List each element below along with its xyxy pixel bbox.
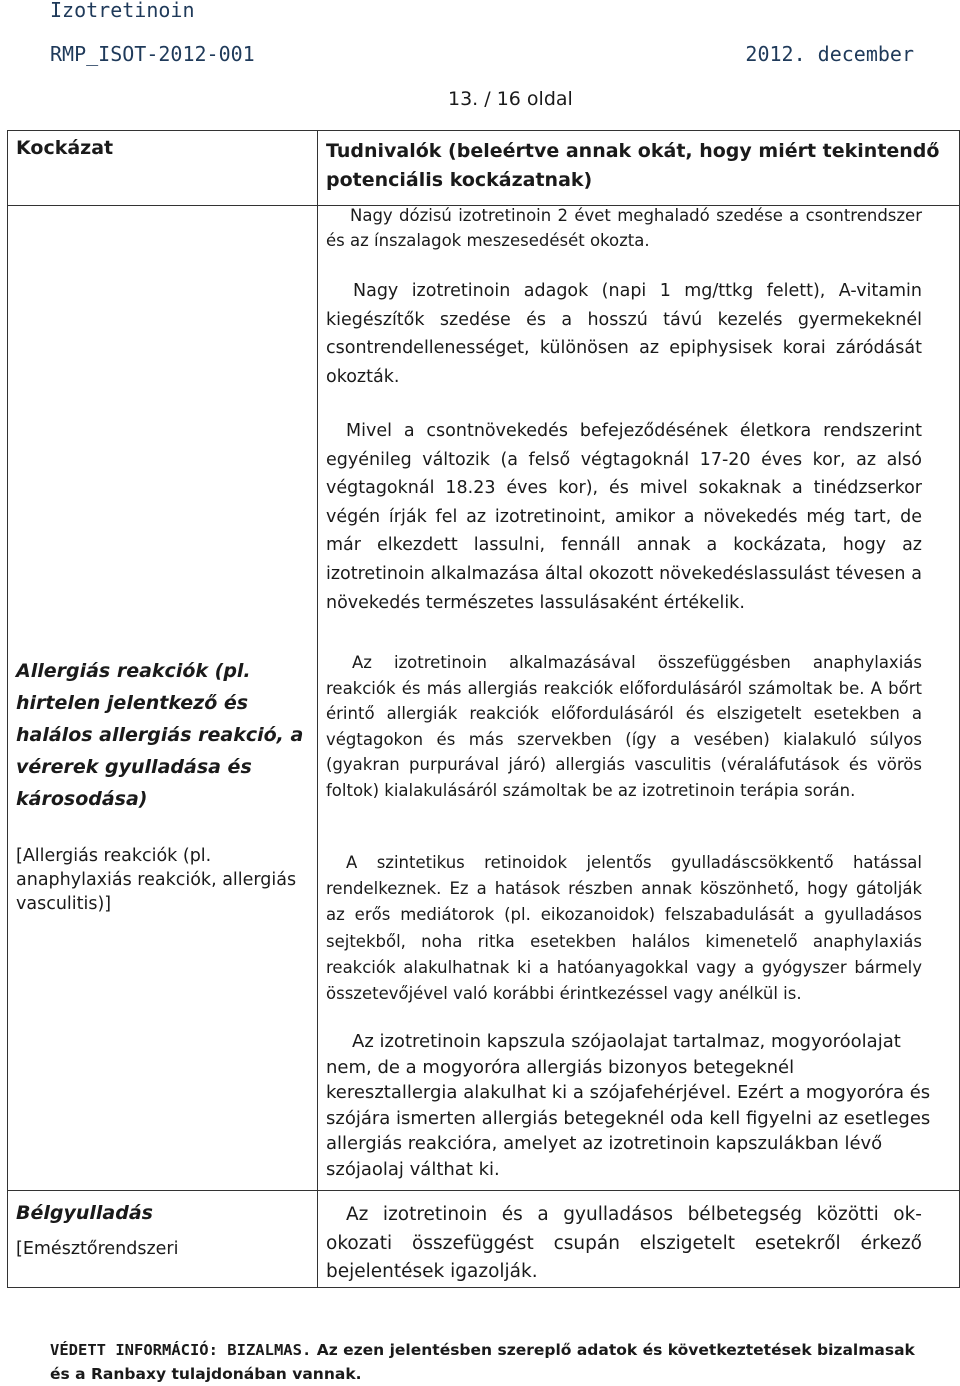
column-header-risk: Kockázat bbox=[16, 137, 114, 159]
growth-paragraph-2: Nagy izotretinoin adagok (napi 1 mg/ttkg felett), A-vitamin kiegészítők szedése és a hosszú távú kezelés gyermekeknél csontrendellenességet, különösen az epiphysisek korai záródását okozták. bbox=[326, 281, 922, 388]
allergy-paragraph-1: Az izotretinoin alkalmazásával összefüggésben anaphylaxiás reakciók és más allergiás reakciók előfordulásáról számoltak be. A bőrt érintő allergiák reakciók előfordulásáról és elszigetelt esetekben a végtagokon és más szervekben (így a vesében) kialakuló súlyos (gyakran purpurával járó) allergiás vasculitis (véraláfutások és vörös foltok) kialakulásáról számoltak be az izotretinoin terápia során. bbox=[326, 653, 922, 800]
header-date: 2012. december bbox=[745, 42, 914, 66]
confidentiality-footer bbox=[50, 1338, 920, 1386]
footer-text: Az ezen jelentésben szereplő adatok és következtetések bizalmasak és a Ranbaxy tulajdonában vannak. bbox=[50, 1341, 915, 1383]
allergy-paragraph-3: Az izotretinoin kapszula szójaolajat tartalmaz, mogyoróolajat nem, de a mogyoróra allergiás bizonyos betegeknél keresztallergia alakulhat ki a szójafehérjével. Ezért a mogyoróra és szójára ismerten allergiás betegeknél oda kell figyelni az esetleges allergiás reakcióra, amelyet az izotretinoin kapszulákban lévő szójaolaj válthat ki. bbox=[326, 1031, 931, 1180]
footer-label: VÉDETT INFORMÁCIÓ: BIZALMAS. bbox=[50, 1341, 312, 1359]
column-divider bbox=[317, 131, 318, 1287]
column-header-details: Tudnivalók (beleértve annak okát, hogy miért tekintendő potenciális kockázatnak) bbox=[326, 140, 940, 191]
ibd-risk-subtitle: [Emésztőrendszeri bbox=[16, 1239, 179, 1259]
allergy-risk-title: Allergiás reakciók (pl. hirtelen jelentkező és halálos allergiás reakció, a vérerek gyulladása és károsodása) bbox=[16, 660, 304, 810]
allergy-paragraph-2: A szintetikus retinoidok jelentős gyulladáscsökkentő hatással rendelkeznek. Ez a hatások részben annak köszönhető, hogy gátolják az erős mediátorok (pl. eikozanoidok) felszabadulását a gyulladásos sejtekből, noha ritka esetekben halálos kimenetelő anaphylaxiás reakciók alakulhatnak ki a hatóanyagokkal vagy a gyógyszer bármely összetevőjével való korábbi érintkezéssel vagy anélkül is. bbox=[326, 853, 922, 1004]
allergy-risk-subtitle: [Allergiás reakciók (pl. anaphylaxiás reakciók, allergiás vasculitis)] bbox=[16, 846, 297, 914]
header-product-name: Izotretinoin bbox=[50, 0, 195, 22]
ibd-paragraph: Az izotretinoin és a gyulladásos bélbetegség közötti ok-okozati összefüggést csupán elszigetelt esetekről érkező bejelentések igazolják. bbox=[326, 1204, 922, 1282]
header-document-id: RMP_ISOT-2012-001 bbox=[50, 42, 255, 66]
growth-paragraph-3: Mivel a csontnövekedés befejeződésének életkora rendszerint egyénileg változik (a felső végtagoknál 17-20 éves kor, az alsó végtagoknál 18.23 éves kor), és mivel sokaknak a tinédzserkor végén írják fel az izotretinoint, amikor a növekedés még tart, de már elkezdett lassulni, fennáll annak a kockázata, hogy az izotretinoin alkalmazása által okozott növekedéslassulást tévesen a növekedés természetes lassulásaként értékelik. bbox=[326, 421, 922, 613]
ibd-risk-title: Bélgyulladás bbox=[16, 1202, 153, 1224]
risk-table bbox=[7, 130, 960, 1288]
header-page-number: 13. / 16 oldal bbox=[448, 88, 573, 110]
growth-paragraph-1: Nagy dózisú izotretinoin 2 évet meghaladó szedése a csontrendszer és az ínszalagok meszesedését okozta. bbox=[326, 206, 922, 250]
row-divider bbox=[8, 1190, 959, 1191]
